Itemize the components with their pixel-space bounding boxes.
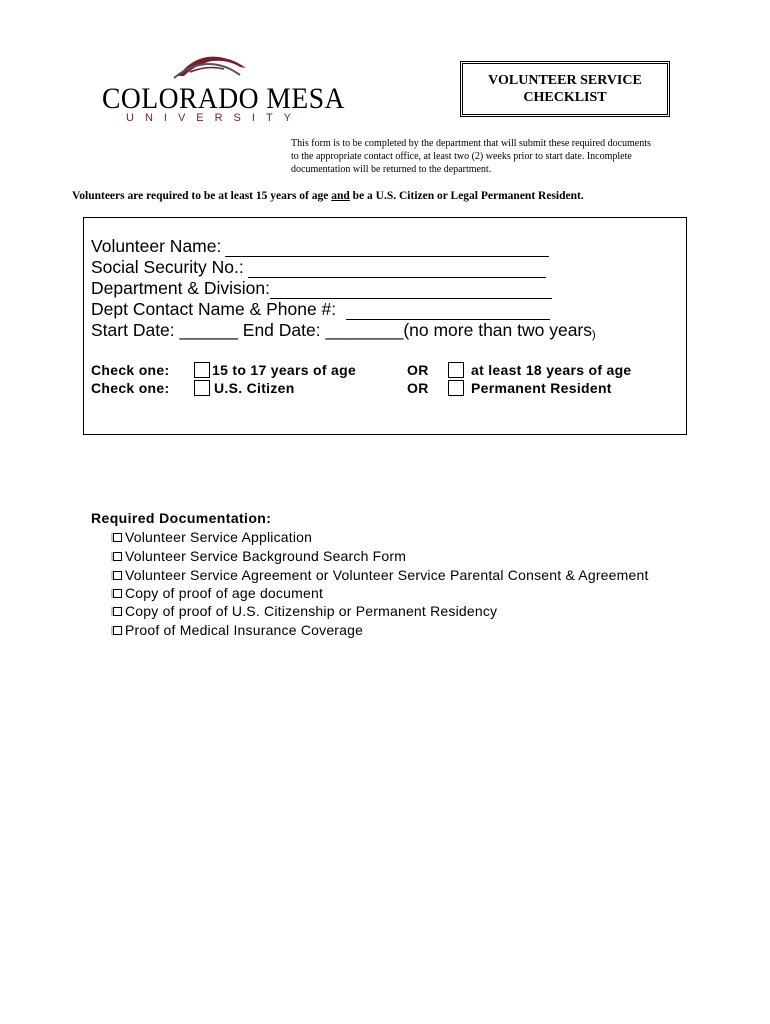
us-citizen-checkbox[interactable]	[194, 380, 210, 396]
us-citizen-label: U.S. Citizen	[214, 380, 295, 396]
ssn-field[interactable]	[91, 257, 546, 278]
dept-contact-input-line[interactable]	[346, 302, 550, 320]
status-or-label: OR	[407, 380, 429, 396]
doc-item-label: Volunteer Service Background Search Form	[125, 548, 407, 564]
doc-item-label: Copy of proof of age document	[125, 585, 324, 601]
requirement-emphasis: and	[331, 190, 350, 202]
status-check-row	[91, 380, 671, 398]
requirement-prefix: Volunteers are required to be at least 15 years of age	[72, 190, 332, 202]
date-label: Start Date: ______ End Date: ________(no more than two years	[91, 320, 593, 340]
doc-checkbox[interactable]	[113, 571, 122, 580]
date-label-close: )	[592, 329, 596, 341]
doc-item[interactable]	[113, 603, 497, 619]
logo-name: COLORADO MESA	[102, 82, 345, 115]
doc-checkbox[interactable]	[113, 626, 122, 635]
form-title-line2: CHECKLIST	[523, 90, 607, 105]
status-check-label: Check one:	[91, 380, 170, 396]
doc-item[interactable]	[113, 548, 406, 564]
doc-item[interactable]	[113, 567, 649, 583]
intro-line: to the appropriate contact office, at least two (2) weeks prior to start date. Incomplete	[291, 151, 632, 162]
requirement-suffix: be a U.S. Citizen or Legal Permanent Resident.	[349, 190, 584, 202]
doc-item-label: Volunteer Service Agreement or Volunteer Service Parental Consent & Agreement	[125, 567, 649, 583]
form-title-box	[462, 63, 668, 115]
doc-item[interactable]	[113, 622, 363, 638]
age-or-label: OR	[407, 362, 429, 378]
department-label: Department & Division:	[91, 278, 270, 298]
intro-line: This form is to be completed by the department that will submit these required documents	[291, 138, 651, 149]
volunteer-name-field[interactable]	[91, 236, 549, 257]
volunteer-name-label: Volunteer Name:	[91, 236, 222, 256]
department-field[interactable]	[91, 278, 552, 299]
dept-contact-label: Dept Contact Name & Phone #:	[91, 299, 337, 319]
logo-subtitle: UNIVERSITY	[126, 112, 303, 124]
intro-paragraph	[291, 137, 711, 176]
ssn-input-line[interactable]	[248, 260, 546, 278]
dept-contact-field[interactable]	[91, 299, 550, 320]
eligibility-requirement	[72, 190, 584, 202]
age-15-17-checkbox[interactable]	[194, 362, 210, 378]
doc-item-label: Copy of proof of U.S. Citizenship or Permanent Residency	[125, 603, 498, 619]
permanent-resident-checkbox[interactable]	[448, 380, 464, 396]
permanent-resident-label: Permanent Resident	[471, 380, 612, 396]
required-documentation-heading: Required Documentation:	[91, 510, 272, 526]
doc-checkbox[interactable]	[113, 589, 122, 598]
date-field[interactable]	[91, 320, 596, 341]
age-check-label: Check one:	[91, 362, 170, 378]
doc-checkbox[interactable]	[113, 533, 122, 542]
department-input-line[interactable]	[270, 281, 552, 299]
doc-item-label: Volunteer Service Application	[125, 529, 313, 545]
university-logo	[100, 50, 345, 130]
ssn-label: Social Security No.:	[91, 257, 244, 277]
doc-checkbox[interactable]	[113, 607, 122, 616]
age-15-17-label: 15 to 17 years of age	[212, 362, 357, 378]
doc-item[interactable]	[113, 585, 323, 601]
age-18-plus-label: at least 18 years of age	[471, 362, 632, 378]
doc-item[interactable]	[113, 529, 312, 545]
doc-checkbox[interactable]	[113, 552, 122, 561]
age-check-row	[91, 362, 671, 380]
intro-line: documentation will be returned to the department.	[291, 164, 492, 175]
form-title-line1: VOLUNTEER SERVICE	[488, 73, 642, 88]
age-18-plus-checkbox[interactable]	[448, 362, 464, 378]
doc-item-label: Proof of Medical Insurance Coverage	[125, 622, 364, 638]
volunteer-name-input-line[interactable]	[225, 239, 549, 257]
